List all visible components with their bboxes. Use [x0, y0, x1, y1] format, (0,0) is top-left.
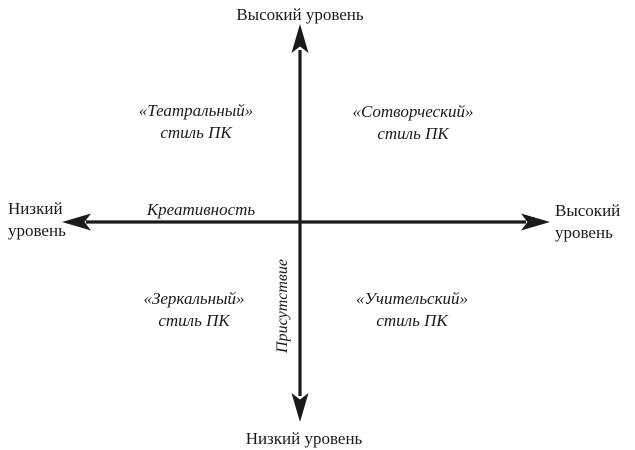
quadrant-bottom-right-label	[356, 288, 468, 332]
horizontal-axis-left-label-line2: уровень	[8, 221, 66, 240]
quadrant-bottom-left-line1: «Зеркальный»	[143, 289, 245, 308]
quadrant-top-right-line2: стиль ПК	[377, 124, 449, 143]
quadrant-top-left-label	[139, 100, 254, 144]
quadrant-bottom-right-line1: «Учительский»	[355, 289, 469, 308]
horizontal-axis-right-label-line1: Высокий	[555, 201, 621, 220]
horizontal-axis-title: Креативность	[146, 200, 256, 219]
quadrant-top-right-label	[352, 101, 473, 145]
horizontal-axis-right-label-line2: уровень	[555, 223, 613, 242]
quadrant-bottom-left-label	[143, 288, 244, 332]
vertical-axis-top-label: Высокий уровень	[236, 5, 364, 24]
quadrant-top-left-line2: стиль ПК	[160, 123, 232, 142]
arrow-up-icon	[292, 24, 309, 53]
horizontal-axis-left-label	[8, 198, 66, 242]
horizontal-axis-right-label	[555, 200, 620, 244]
quadrant-bottom-right-line2: стиль ПК	[376, 311, 448, 330]
vertical-axis-title: Присутствие	[274, 259, 291, 353]
horizontal-axis-left-label-line1: Низкий	[8, 199, 63, 218]
quadrant-bottom-left-line2: стиль ПК	[158, 311, 230, 330]
quadrant-top-right-line1: «Сотворческий»	[352, 102, 474, 121]
vertical-axis-bottom-label: Низкий уровень	[245, 429, 363, 448]
arrow-down-icon	[292, 393, 309, 422]
quadrant-top-left-line1: «Театральный»	[138, 101, 254, 120]
